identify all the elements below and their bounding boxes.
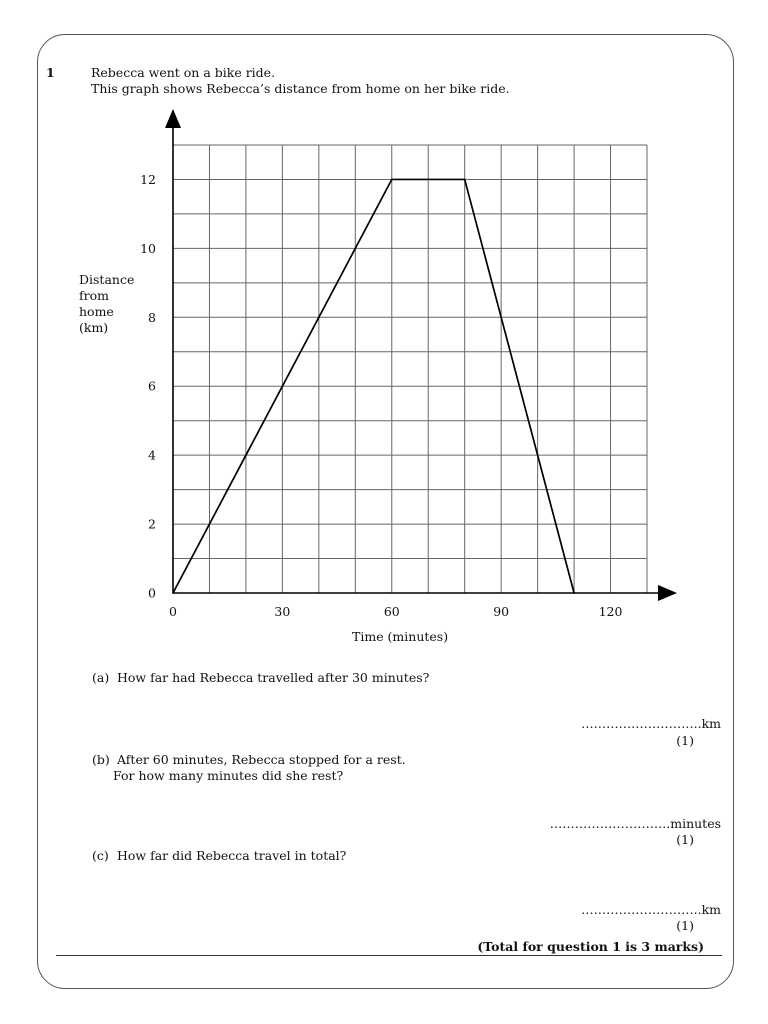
x-tick-label: 30 xyxy=(274,604,291,619)
part-b-question-line2: For how many minutes did she rest? xyxy=(113,768,344,783)
part-c-marks: (1) xyxy=(676,918,694,933)
part-c-label: (c) xyxy=(92,848,109,863)
part-a-marks: (1) xyxy=(676,733,694,748)
y-tick-label: 2 xyxy=(148,516,156,532)
question-intro-line1: Rebecca went on a bike ride. xyxy=(91,65,276,80)
y-axis-arrow xyxy=(165,109,181,128)
bottom-rule xyxy=(56,955,722,956)
part-a-label: (a) xyxy=(92,670,110,685)
series-point xyxy=(172,592,174,594)
series-point xyxy=(391,179,393,181)
x-tick-label: 90 xyxy=(493,604,510,619)
part-a-question: How far had Rebecca travelled after 30 minutes? xyxy=(117,670,430,685)
x-axis-label: Time (minutes) xyxy=(352,629,449,644)
y-tick-label: 12 xyxy=(140,171,156,187)
y-tick-label: 0 xyxy=(148,585,156,601)
x-axis-arrow xyxy=(658,585,677,601)
part-a-answer-line[interactable]: ………………………..km xyxy=(581,716,721,731)
part-b-answer-line[interactable]: ………………………..minutes xyxy=(549,816,721,831)
part-b-question-line1: After 60 minutes, Rebecca stopped for a rest. xyxy=(117,752,406,767)
y-tick-label: 6 xyxy=(148,378,156,394)
x-tick-label: 120 xyxy=(598,604,623,619)
part-b-marks: (1) xyxy=(676,832,694,847)
part-c-answer-line[interactable]: ………………………..km xyxy=(581,902,721,917)
x-tick-label: 0 xyxy=(169,604,177,619)
series-point xyxy=(573,592,575,594)
series-point xyxy=(464,179,466,181)
y-tick-label: 4 xyxy=(148,447,156,463)
x-tick-label: 60 xyxy=(383,604,400,619)
y-axis-label: Distance from home (km) xyxy=(79,272,135,335)
part-c-question: How far did Rebecca travel in total? xyxy=(117,848,347,863)
y-tick-label: 10 xyxy=(140,240,156,256)
question-intro-line2: This graph shows Rebecca’s distance from home on her bike ride. xyxy=(91,81,510,96)
y-tick-label: 8 xyxy=(148,309,156,325)
part-b-label: (b) xyxy=(92,752,110,767)
question-number: 1 xyxy=(46,65,55,80)
total-marks: (Total for question 1 is 3 marks) xyxy=(477,939,704,954)
